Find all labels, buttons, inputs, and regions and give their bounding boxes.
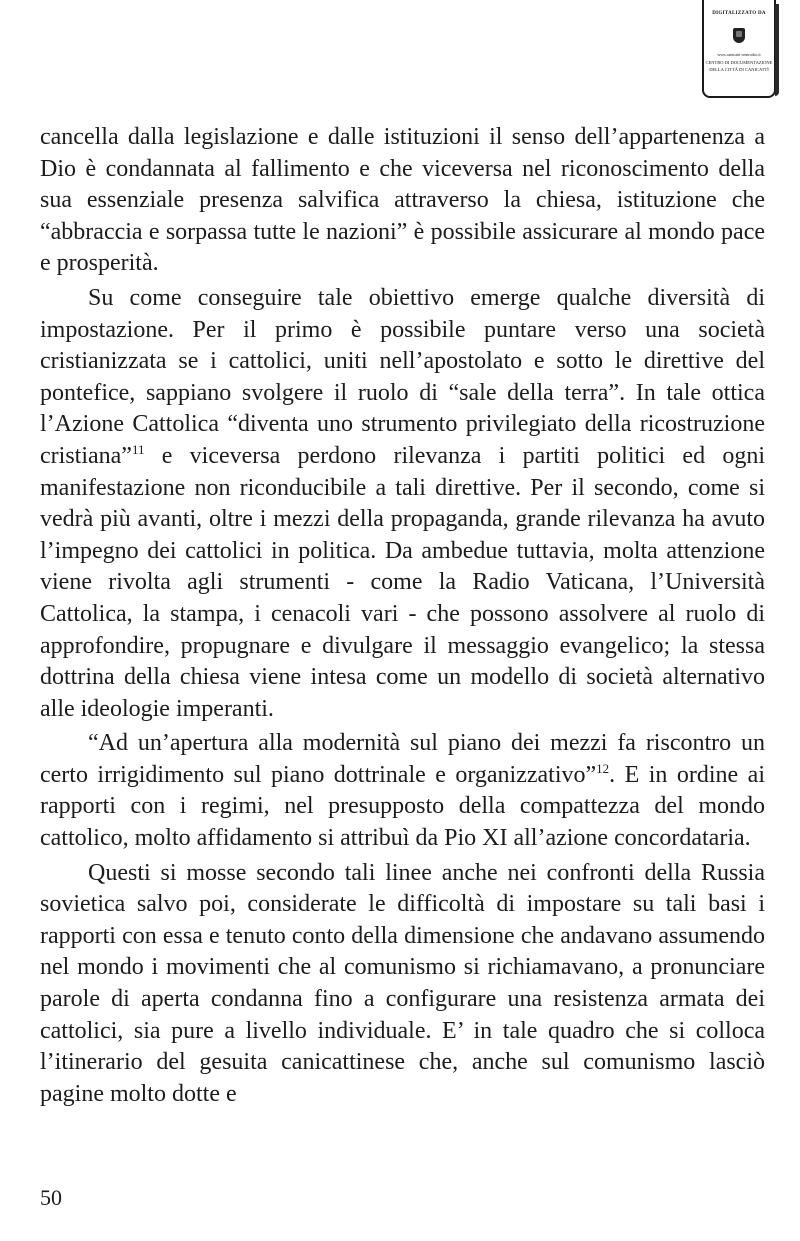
paragraph-1: cancella dalla legislazione e dalle istituzioni il senso dell’appartenenza a Dio è condannata al fallimento e che viceversa nel riconoscimento della sua essenziale presenza salvifica attraverso la chiesa, istituzione che “abbraccia e sorpassa tutte le nazioni” è possibile assicurare al mondo pace e prosperità. — [40, 124, 765, 277]
stamp-title: DIGITALIZZATO DA — [712, 11, 766, 16]
paragraph-3-start: “Ad un’apertura alla modernità sul piano dei mezzi fa riscontro un certo irrigidimento sul piano dottrinale e organizzativo” — [40, 730, 765, 788]
page-number: 50 — [40, 1185, 62, 1210]
digitization-stamp — [702, 0, 776, 98]
stamp-url: www.canicatti-centrodoc.it — [717, 52, 761, 57]
paragraph-3-rest: . E in ordine ai rapporti con i regimi, nel presupposto della compattezza del mondo cattolico, molto affidamento si attribuì da Pio XI all’azione concordataria. — [40, 761, 765, 852]
paragraph-3 — [40, 728, 765, 854]
body-text — [40, 122, 765, 1110]
paragraph-4: Questi si mosse secondo tali linee anche nei confronti della Russia sovietica salvo poi, considerate le difficoltà di impostare su tali basi i rapporti con essa e tenuto conto della dimensione che andavano assumendo nel mondo i movimenti che al comunismo si richiamavano, a pronunciare parole di aperta condanna fino a configurare una resistenza armata dei cattolici, sia pure a livello individuale. E’ in tale quadro che si colloca l’itinerario del gesuita canicattinese che, anche sul comunismo lasciò pagine molto dotte e — [40, 859, 765, 1107]
paragraph-2 — [40, 283, 765, 725]
paragraph-2-start: Su come conseguire tale obiettivo emerge qualche diversità di impostazione. Per il primo è possibile puntare verso una società cristianizzata se i cattolici, uniti nell’apostolato e sotto le direttive del pontefice, sappiano svolgere il ruolo di “sale della terra”. In tale ottica l’Azione Cattolica “diventa uno strumento privilegiato della ricostruzione cristiana” — [40, 284, 765, 469]
footnote-ref-11: 11 — [131, 441, 145, 457]
stamp-line-2: DELLA CITTÀ DI CANICATTÌ — [709, 66, 769, 72]
footnote-ref-12: 12 — [596, 760, 610, 776]
stamp-line-1: CENTRO DI DOCUMENTAZIONE — [705, 60, 773, 65]
paragraph-2-rest: e viceversa perdono rilevanza i partiti politici ed ogni manifestazione non riconducibile a tali direttive. Per il secondo, come si vedrà più avanti, oltre i mezzi della propaganda, grande rilevanza ha avuto l’impegno dei cattolici in politica. Da ambedue tuttavia, molta attenzione viene rivolta agli strumenti - come la Radio Vaticana, l’Università Cattolica, la stampa, i cenacoli vari - che possono assolvere al ruolo di approfondire, propugnare e divulgare il messaggio evangelico; la stessa dottrina della chiesa viene intesa come un modello di società alternativo alle ideologie imperanti. — [40, 442, 765, 722]
crest-icon — [733, 28, 745, 43]
